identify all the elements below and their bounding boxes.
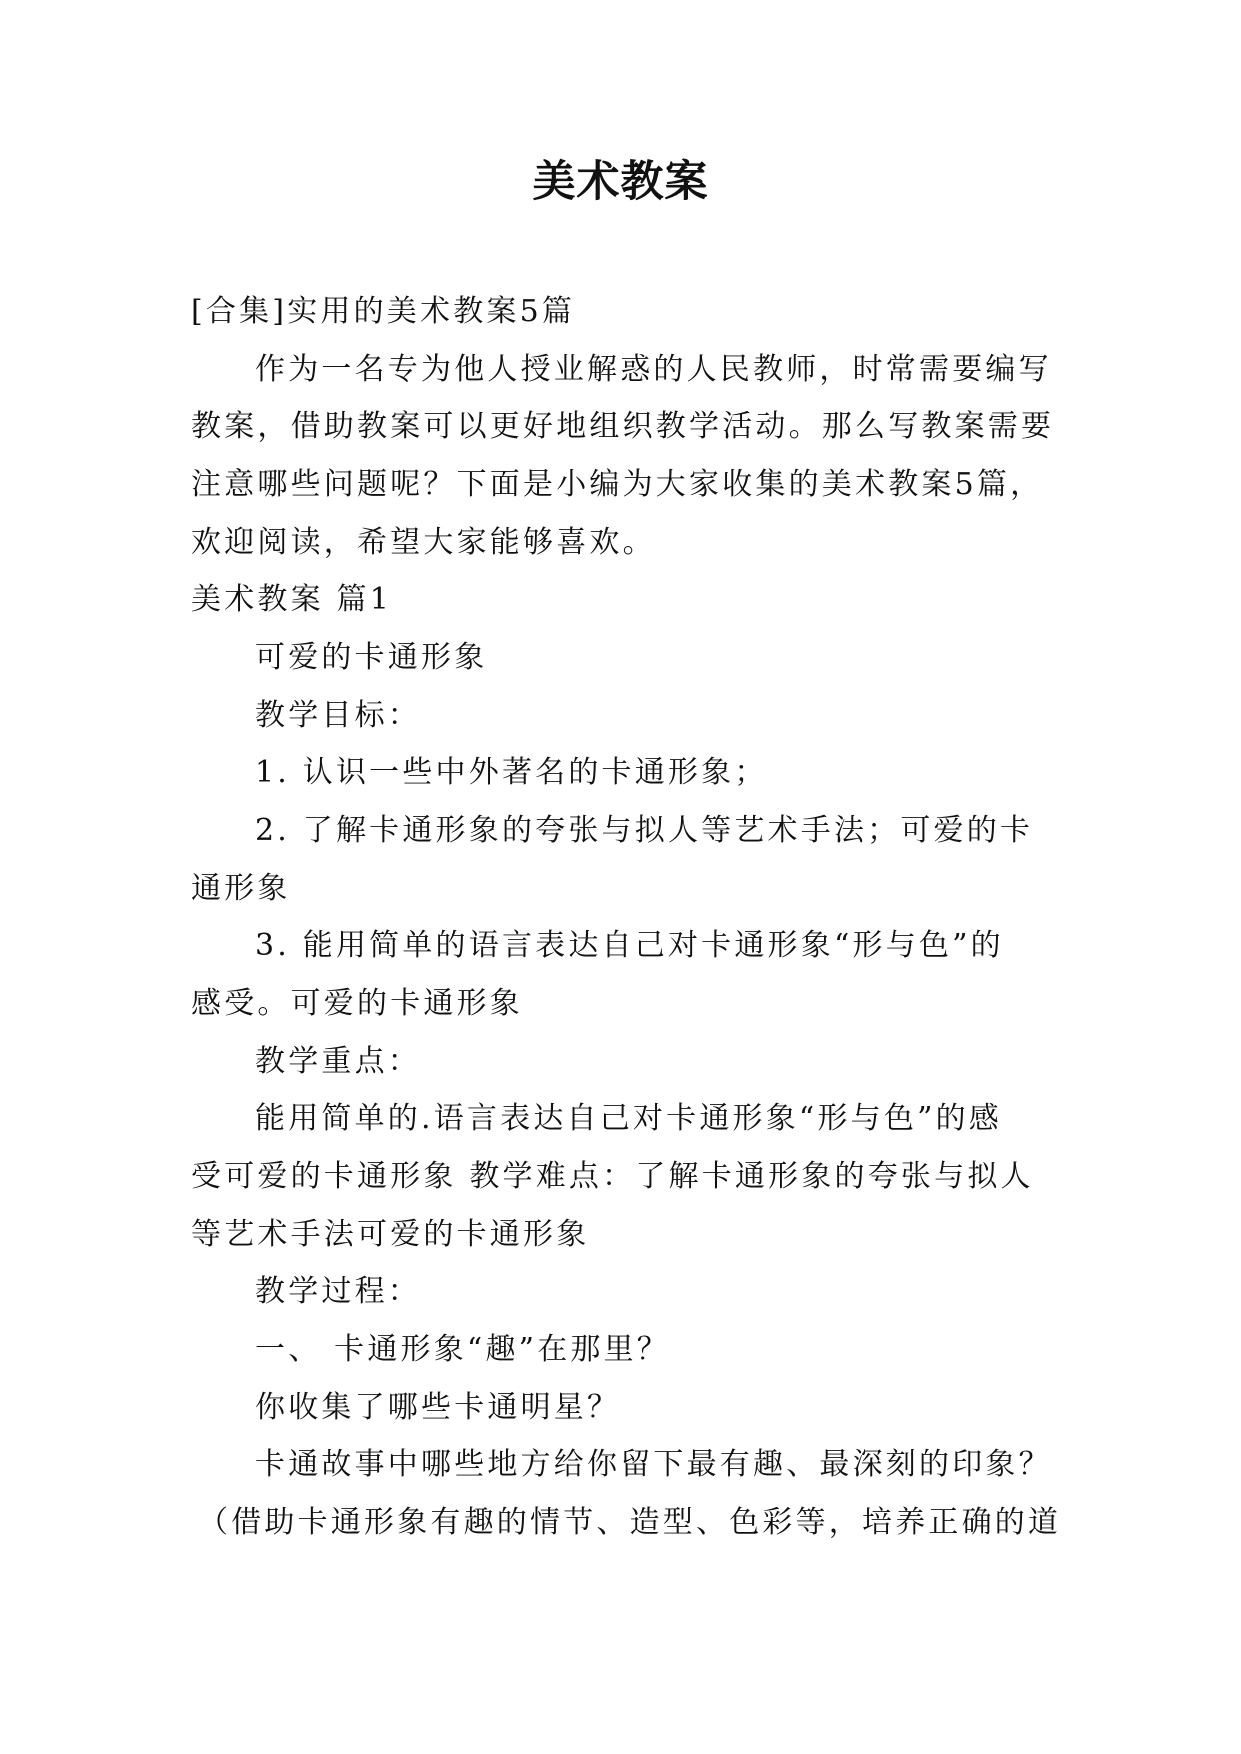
list-item: 2. 了解卡通形象的夸张与拟人等艺术手法；可爱的卡 xyxy=(255,813,1034,848)
paragraph-line: （借助卡通形象有趣的情节、造型、色彩等，培养正确的道 xyxy=(198,1505,1062,1540)
list-item-continuation: 通形象 xyxy=(191,871,291,906)
paragraph-line: 欢迎阅读，希望大家能够喜欢。 xyxy=(191,525,656,560)
paragraph-line: 教案，借助教案可以更好地组织教学活动。那么写教案需要 xyxy=(191,409,1055,444)
paragraph-line: 受可爱的卡通形象 教学难点：了解卡通形象的夸张与拟人 xyxy=(191,1159,1034,1194)
subheading: 教学重点： xyxy=(255,1044,421,1079)
paragraph-line: 你收集了哪些卡通明星？ xyxy=(255,1390,621,1425)
subheading: 教学目标： xyxy=(255,698,421,733)
document-title: 美术教案 xyxy=(532,157,709,207)
paragraph-line: 能用简单的.语言表达自己对卡通形象“形与色”的感 xyxy=(255,1101,1003,1136)
paragraph-line: 等艺术手法可爱的卡通形象 xyxy=(191,1217,590,1252)
lesson-title: 可爱的卡通形象 xyxy=(255,640,488,675)
list-item-continuation: 感受。可爱的卡通形象 xyxy=(191,986,523,1021)
paragraph-line: 注意哪些问题呢？下面是小编为大家收集的美术教案5篇， xyxy=(191,467,1044,502)
section-heading: 美术教案 篇1 xyxy=(191,582,393,617)
step-heading: 一、 卡通形象“趣”在那里？ xyxy=(255,1332,671,1367)
subheading: 教学过程： xyxy=(255,1274,421,1309)
paragraph-line: 卡通故事中哪些地方给你留下最有趣、最深刻的印象？ xyxy=(255,1447,1052,1482)
collection-heading: [合集]实用的美术教案5篇 xyxy=(191,294,576,329)
list-item: 1. 认识一些中外著名的卡通形象； xyxy=(255,755,768,790)
paragraph-line: 作为一名专为他人授业解惑的人民教师，时常需要编写 xyxy=(255,352,1052,387)
list-item: 3. 能用简单的语言表达自己对卡通形象“形与色”的 xyxy=(255,928,1004,963)
